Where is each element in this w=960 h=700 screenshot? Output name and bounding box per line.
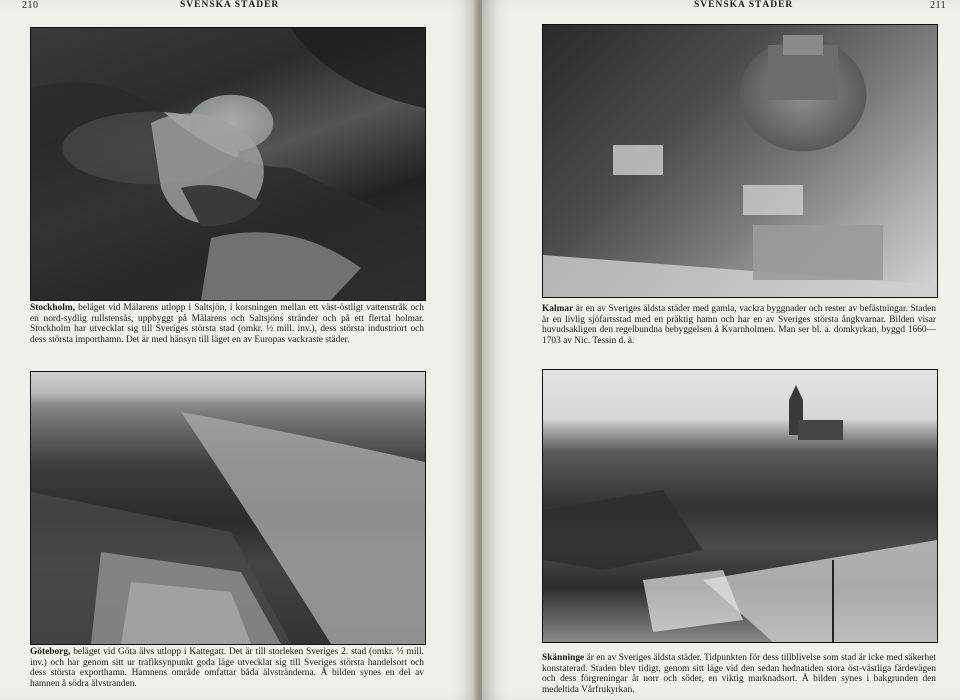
photo-kalmar <box>542 24 938 298</box>
caption-body: beläget vid Mälarens utlopp i Saltsjön, i korsningen mellan ett väst-östligt vattenstråk och en nord-sydlig rullstensås, uppbyggt på Mälarens och Saltsjöns stränder och på ett flertal holmar. Stockholm har utvecklat sig till Sveriges största stad (omkr. ½ mill. inv.), dess största industriort och dess största importhamn. Det är med hänsyn till läget en av Europas vackraste städer. <box>30 303 424 345</box>
running-head: SVENSKA STÄDER <box>180 0 280 10</box>
photo-skanninge <box>542 369 938 643</box>
running-head: SVENSKA STÄDER <box>694 0 794 10</box>
photo-goteborg <box>30 371 426 645</box>
kalmar-photo-art <box>543 25 937 297</box>
right-page <box>482 0 960 700</box>
caption-place: Kalmar <box>542 304 574 314</box>
skanninge-photo-art <box>543 370 937 642</box>
caption-goteborg <box>30 647 424 689</box>
caption-kalmar <box>542 304 936 346</box>
photo-stockholm <box>30 27 426 301</box>
caption-place: Skänninge <box>542 653 585 663</box>
page-number: 211 <box>930 0 947 11</box>
caption-place: Stockholm, <box>30 303 76 313</box>
goteborg-photo-art <box>31 372 425 644</box>
stockholm-photo-art <box>31 28 425 300</box>
left-page <box>0 0 478 700</box>
caption-body: är en av Sveriges äldsta städer med gamla, vackra byggnader och rester av befästningar. Staden är en livlig sjöfartsstad med en präktig hamn och har en av Sveriges största ångkvarnar. Bilden visar huvudsakligen den regelbundna bebyggelsen å Kvarnholmen. Man ser bl. a. domkyrkan, byggd 1660—1703 av Nic. Tessin d. ä. <box>542 304 936 346</box>
caption-stockholm <box>30 303 424 345</box>
page-number: 210 <box>22 0 39 11</box>
caption-skanninge <box>542 653 936 695</box>
caption-place: Göteborg, <box>30 647 71 657</box>
caption-body: beläget vid Göta älvs utlopp i Kattegatt. Det är till storleken Sveriges 2. stad (omkr. ⅓ mill. inv.) och har genom sitt ur trafiksynpunkt goda läge utvecklat sig till Sveriges största handelsort och dess största exporthamn. Hamnens område omfattar båda älvstränderna. Å bilden synes en del av hamnen å södra älvstranden. <box>30 647 424 689</box>
caption-body: är en av Sveriges äldsta städer. Tidpunkten för dess tillblivelse som stad är icke med säkerhet konstaterad. Staden blev tidigt, genom sitt läge vid den sedan hednatiden stora öst-västliga färdevägen och dess förgreningar åt norr och söder, en viktig marknadsort. Å bilden synes i bakgrunden den medeltida Vårfrukyrkan. <box>542 653 936 695</box>
